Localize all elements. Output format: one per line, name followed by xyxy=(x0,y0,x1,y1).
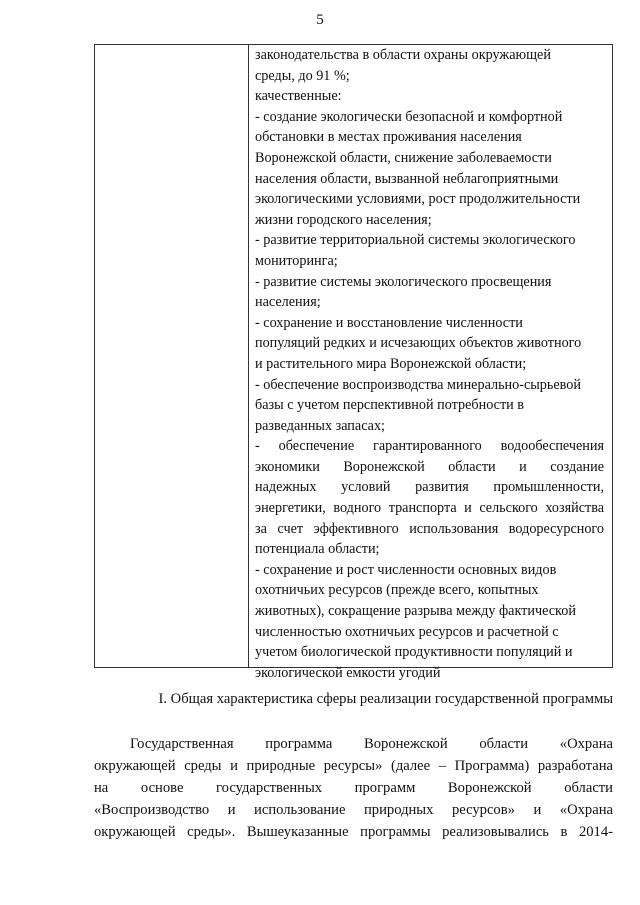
table-text-line: - создание экологически безопасной и комфортной xyxy=(255,108,563,125)
paragraph-line: на основе государственных программ Воронежской области xyxy=(94,780,613,796)
table-text-line: разведанных запасах; xyxy=(255,417,386,434)
table-text-line: жизни городского населения; xyxy=(255,211,432,228)
paragraph-line: Государственная программа Воронежской области «Охрана xyxy=(130,736,613,752)
table-text-line: законодательства в области охраны окружающей xyxy=(255,47,551,63)
table-text-line: охотничьих ресурсов (прежде всего, копытных xyxy=(255,582,539,599)
table-text-line: потенциала области; xyxy=(255,541,380,558)
table-left-column xyxy=(95,45,249,667)
paragraph-line: окружающей среды». Вышеуказанные программы реализовывались в 2014- xyxy=(94,824,613,840)
table-text-line: энергетики, водного транспорта и сельского хозяйства xyxy=(255,500,604,517)
table-text-line: базы с учетом перспективной потребности в xyxy=(255,397,524,414)
page-number: 5 xyxy=(316,12,324,28)
table-text-line: Воронежской области, снижение заболеваемости xyxy=(255,149,552,166)
table-text-line: населения области, вызванной неблагоприятными xyxy=(255,170,559,187)
table-right-column xyxy=(255,45,604,683)
paragraph-line: окружающей среды и природные ресурсы» (далее – Программа) разработана xyxy=(94,758,613,774)
body-paragraph xyxy=(94,733,613,843)
table-text-line: за счет эффективного использования водоресурсного xyxy=(255,520,604,537)
table-text-line: - развитие территориальной системы экологического xyxy=(255,232,576,249)
table-text-line: учетом биологической продуктивности популяций и xyxy=(255,644,573,661)
table-text-line: - развитие системы экологического просвещения xyxy=(255,273,552,290)
table-text-line: численностью охотничьих ресурсов и расчетной с xyxy=(255,623,559,640)
table-text-line: - сохранение и восстановление численности xyxy=(255,314,523,331)
table-text-line: популяций редких и исчезающих объектов животного xyxy=(255,335,582,352)
table-text-line: экономики Воронежской области и создание xyxy=(255,458,604,475)
table-text-line: - сохранение и рост численности основных видов xyxy=(255,561,557,578)
program-passport-table xyxy=(94,44,613,681)
table-text-line: надежных условий развития промышленности, xyxy=(255,479,604,496)
table-text-line: - обеспечение гарантированного водообеспечения xyxy=(255,438,604,455)
table-text-line: населения; xyxy=(255,294,321,311)
table-text-line: мониторинга; xyxy=(255,252,338,269)
table-text-line: - обеспечение воспроизводства минерально-сырьевой xyxy=(255,376,581,393)
table-text-line: экологическими условиями, рост продолжительности xyxy=(255,191,581,208)
section-heading: I. Общая характеристика сферы реализации государственной программы xyxy=(158,691,613,707)
table-text-line: и растительного мира Воронежской области; xyxy=(255,355,527,372)
table-text-line: обстановки в местах проживания населения xyxy=(255,129,522,146)
table-text-line: качественные: xyxy=(255,88,342,105)
paragraph-line: «Воспроизводство и использование природных ресурсов» и «Охрана xyxy=(94,802,613,818)
table-text-line: среды, до 91 %; xyxy=(255,67,350,84)
table-text-line: экологической емкости угодий xyxy=(255,664,441,681)
table-text-line: животных), сокращение разрыва между фактической xyxy=(255,603,576,620)
